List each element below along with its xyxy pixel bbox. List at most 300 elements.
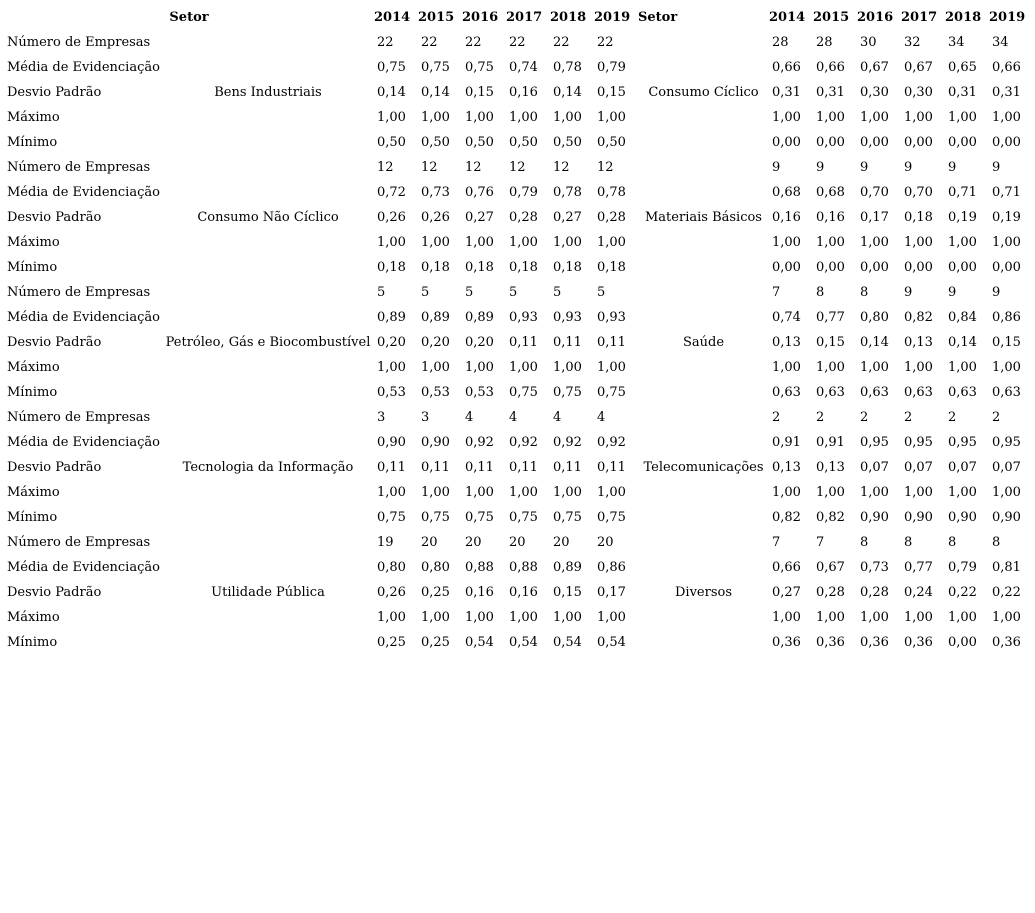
value-cell-left: 0,20	[421, 335, 450, 350]
value-cell-left: 12	[553, 160, 570, 175]
value-cell-right: 2	[948, 410, 957, 425]
value-cell-right: 0,82	[816, 510, 845, 525]
value-cell-left: 1,00	[553, 610, 582, 625]
value-cell-left: 1,00	[465, 610, 494, 625]
value-cell-right: 8	[860, 535, 869, 550]
value-cell-right: 8	[948, 535, 957, 550]
value-cell-right: 0,95	[904, 435, 933, 450]
sector-cell-left	[162, 605, 374, 630]
value-cell-right: 1,00	[904, 360, 933, 375]
value-cell-left: 0,88	[509, 560, 538, 575]
value-cell-left: 4	[509, 410, 518, 425]
table-row	[4, 205, 1033, 230]
value-cell-right: 0,30	[860, 85, 889, 100]
value-cell-left: 22	[553, 35, 570, 50]
table-row	[4, 430, 1033, 455]
sector-cell-left	[162, 105, 374, 130]
value-cell-left: 22	[465, 35, 482, 50]
value-cell-right: 1,00	[992, 235, 1021, 250]
value-cell-left: 0,92	[465, 435, 494, 450]
value-cell-right: 0,19	[948, 210, 977, 225]
value-cell-right: 0,18	[904, 210, 933, 225]
value-cell-right: 0,00	[904, 135, 933, 150]
value-cell-right: 0,90	[992, 510, 1021, 525]
value-cell-left: 1,00	[597, 485, 626, 500]
value-cell-right: 0,91	[816, 435, 845, 450]
value-cell-left: 0,14	[377, 85, 406, 100]
sector-cell-right	[638, 30, 769, 55]
sector-cell-right	[638, 480, 769, 505]
sector-cell-right	[638, 255, 769, 280]
value-cell-right: 8	[904, 535, 913, 550]
value-cell-left: 0,89	[553, 560, 582, 575]
table-row	[4, 630, 1033, 655]
value-cell-left: 0,11	[553, 335, 582, 350]
table-row	[4, 80, 1033, 105]
value-cell-left: 0,78	[597, 185, 626, 200]
value-cell-right: 0,63	[904, 385, 933, 400]
value-cell-right: 0,07	[992, 460, 1021, 475]
year-header: 2014	[374, 10, 411, 25]
sector-name-left: Bens Industriais	[214, 85, 322, 100]
value-cell-left: 0,89	[465, 310, 494, 325]
value-cell-right: 0,66	[772, 60, 801, 75]
value-cell-right: 0,67	[816, 560, 845, 575]
value-cell-right: 0,63	[948, 385, 977, 400]
value-cell-left: 0,75	[553, 385, 582, 400]
value-cell-right: 0,71	[992, 185, 1021, 200]
metric-label-media-de-evidenciacao: Média de Evidenciação	[7, 435, 160, 450]
value-cell-right: 1,00	[860, 360, 889, 375]
value-cell-right: 0,77	[816, 310, 845, 325]
metric-label-minimo: Mínimo	[7, 510, 58, 525]
table-row	[4, 255, 1033, 280]
value-cell-left: 1,00	[597, 360, 626, 375]
value-cell-left: 0,26	[377, 585, 406, 600]
year-header: 2019	[594, 10, 631, 25]
value-cell-left: 22	[377, 35, 394, 50]
value-cell-left: 0,18	[465, 260, 494, 275]
value-cell-right: 0,16	[772, 210, 801, 225]
value-cell-right: 0,84	[948, 310, 977, 325]
value-cell-right: 9	[860, 160, 869, 175]
table-row	[4, 555, 1033, 580]
value-cell-right: 0,22	[948, 585, 977, 600]
table-row	[4, 230, 1033, 255]
value-cell-right: 0,86	[992, 310, 1021, 325]
value-cell-right: 0,68	[816, 185, 845, 200]
value-cell-right: 1,00	[772, 360, 801, 375]
value-cell-right: 0,70	[904, 185, 933, 200]
metric-label-desvio-padrao: Desvio Padrão	[7, 335, 102, 350]
value-cell-left: 0,78	[553, 60, 582, 75]
value-cell-right: 0,36	[816, 635, 845, 650]
value-cell-right: 0,91	[772, 435, 801, 450]
year-header: 2015	[813, 10, 850, 25]
value-cell-right: 0,74	[772, 310, 801, 325]
value-cell-left: 0,18	[377, 260, 406, 275]
value-cell-right: 0,00	[816, 260, 845, 275]
value-cell-right: 0,14	[860, 335, 889, 350]
value-cell-left: 0,18	[553, 260, 582, 275]
metric-label-desvio-padrao: Desvio Padrão	[7, 460, 102, 475]
sector-cell-left	[162, 230, 374, 255]
value-cell-left: 0,78	[553, 185, 582, 200]
value-cell-right: 0,67	[860, 60, 889, 75]
metric-label-desvio-padrao: Desvio Padrão	[7, 210, 102, 225]
value-cell-right: 0,07	[948, 460, 977, 475]
value-cell-left: 5	[421, 285, 430, 300]
value-cell-left: 0,50	[377, 135, 406, 150]
value-cell-right: 0,00	[772, 260, 801, 275]
value-cell-left: 0,20	[465, 335, 494, 350]
value-cell-right: 1,00	[948, 610, 977, 625]
metric-label-minimo: Mínimo	[7, 260, 58, 275]
value-cell-left: 0,73	[421, 185, 450, 200]
table-row	[4, 180, 1033, 205]
sector-cell-left	[162, 155, 374, 180]
metric-label-maximo: Máximo	[7, 610, 60, 625]
year-header: 2017	[506, 10, 543, 25]
value-cell-right: 2	[992, 410, 1001, 425]
value-cell-left: 3	[421, 410, 430, 425]
value-cell-right: 0,73	[860, 560, 889, 575]
metric-label-media-de-evidenciacao: Média de Evidenciação	[7, 185, 160, 200]
value-cell-left: 20	[597, 535, 614, 550]
value-cell-left: 0,92	[597, 435, 626, 450]
value-cell-left: 4	[597, 410, 606, 425]
value-cell-left: 0,18	[509, 260, 538, 275]
value-cell-right: 1,00	[816, 360, 845, 375]
value-cell-right: 34	[992, 35, 1009, 50]
year-header: 2018	[945, 10, 982, 25]
value-cell-left: 12	[421, 160, 438, 175]
value-cell-left: 0,15	[465, 85, 494, 100]
sector-cell-left	[162, 630, 374, 655]
table-body	[4, 30, 1033, 655]
sector-cell-right	[638, 280, 769, 305]
value-cell-right: 1,00	[772, 610, 801, 625]
value-cell-left: 0,75	[465, 60, 494, 75]
value-cell-left: 4	[465, 410, 474, 425]
value-cell-left: 0,14	[421, 85, 450, 100]
value-cell-left: 12	[377, 160, 394, 175]
sector-cell-right	[638, 180, 769, 205]
value-cell-right: 9	[948, 160, 957, 175]
value-cell-right: 0,13	[816, 460, 845, 475]
metric-label-minimo: Mínimo	[7, 135, 58, 150]
table-row	[4, 380, 1033, 405]
value-cell-right: 0,63	[860, 385, 889, 400]
sector-cell-right	[638, 555, 769, 580]
value-cell-right: 0,66	[816, 60, 845, 75]
year-header: 2019	[989, 10, 1026, 25]
metric-label-numero-de-empresas: Número de Empresas	[7, 160, 151, 175]
value-cell-left: 0,16	[509, 585, 538, 600]
value-cell-right: 0,79	[948, 560, 977, 575]
value-cell-right: 0,22	[992, 585, 1021, 600]
value-cell-right: 7	[816, 535, 825, 550]
value-cell-left: 0,92	[553, 435, 582, 450]
value-cell-left: 20	[553, 535, 570, 550]
value-cell-right: 0,90	[860, 510, 889, 525]
value-cell-right: 0,16	[816, 210, 845, 225]
value-cell-right: 1,00	[948, 235, 977, 250]
value-cell-right: 0,36	[772, 635, 801, 650]
value-cell-right: 1,00	[860, 235, 889, 250]
value-cell-left: 1,00	[465, 235, 494, 250]
value-cell-right: 0,66	[772, 560, 801, 575]
value-cell-right: 0,71	[948, 185, 977, 200]
sector-cell-right	[638, 230, 769, 255]
metric-label-maximo: Máximo	[7, 360, 60, 375]
value-cell-right: 9	[992, 285, 1001, 300]
sector-cell-left	[162, 130, 374, 155]
value-cell-left: 1,00	[465, 110, 494, 125]
value-cell-left: 5	[553, 285, 562, 300]
value-cell-right: 0,95	[948, 435, 977, 450]
value-cell-right: 1,00	[816, 110, 845, 125]
value-cell-right: 0,36	[992, 635, 1021, 650]
value-cell-left: 1,00	[421, 485, 450, 500]
value-cell-left: 0,93	[597, 310, 626, 325]
value-cell-left: 0,54	[509, 635, 538, 650]
value-cell-right: 0,27	[772, 585, 801, 600]
value-cell-left: 0,75	[509, 510, 538, 525]
value-cell-left: 0,25	[421, 585, 450, 600]
value-cell-left: 0,11	[597, 335, 626, 350]
sector-name-right: Diversos	[674, 585, 732, 600]
sector-cell-left	[162, 30, 374, 55]
value-cell-left: 0,75	[377, 510, 406, 525]
value-cell-left: 0,16	[509, 85, 538, 100]
value-cell-left: 19	[377, 535, 394, 550]
value-cell-left: 1,00	[377, 610, 406, 625]
value-cell-left: 22	[597, 35, 614, 50]
value-cell-right: 1,00	[992, 485, 1021, 500]
value-cell-left: 20	[465, 535, 482, 550]
value-cell-right: 0,00	[948, 135, 977, 150]
value-cell-right: 9	[904, 285, 913, 300]
value-cell-right: 0,15	[992, 335, 1021, 350]
sector-cell-right	[638, 630, 769, 655]
value-cell-right: 8	[816, 285, 825, 300]
value-cell-left: 1,00	[465, 360, 494, 375]
value-cell-left: 0,11	[553, 460, 582, 475]
value-cell-left: 1,00	[597, 110, 626, 125]
value-cell-left: 0,26	[421, 210, 450, 225]
table-row	[4, 280, 1033, 305]
sector-cell-left	[162, 280, 374, 305]
value-cell-left: 0,16	[465, 585, 494, 600]
value-cell-left: 1,00	[421, 610, 450, 625]
sector-cell-left	[162, 380, 374, 405]
value-cell-right: 2	[816, 410, 825, 425]
value-cell-right: 0,63	[772, 385, 801, 400]
value-cell-right: 32	[904, 35, 921, 50]
value-cell-right: 0,81	[992, 560, 1021, 575]
table-row	[4, 355, 1033, 380]
value-cell-right: 1,00	[904, 610, 933, 625]
value-cell-left: 20	[509, 535, 526, 550]
value-cell-left: 1,00	[421, 235, 450, 250]
value-cell-left: 3	[377, 410, 386, 425]
sector-cell-left	[162, 505, 374, 530]
sector-cell-right	[638, 380, 769, 405]
table-row	[4, 480, 1033, 505]
value-cell-left: 1,00	[553, 110, 582, 125]
value-cell-right: 0,66	[992, 60, 1021, 75]
header-row	[4, 5, 1033, 30]
sector-cell-right	[638, 530, 769, 555]
table-row	[4, 30, 1033, 55]
value-cell-left: 1,00	[377, 360, 406, 375]
metric-label-maximo: Máximo	[7, 485, 60, 500]
value-cell-right: 0,13	[772, 460, 801, 475]
value-cell-right: 0,07	[860, 460, 889, 475]
metric-label-maximo: Máximo	[7, 110, 60, 125]
value-cell-left: 0,11	[597, 460, 626, 475]
value-cell-right: 2	[904, 410, 913, 425]
value-cell-left: 12	[597, 160, 614, 175]
sector-cell-left	[162, 530, 374, 555]
value-cell-right: 0,00	[904, 260, 933, 275]
value-cell-left: 0,75	[465, 510, 494, 525]
sector-cell-right	[638, 605, 769, 630]
value-cell-right: 0,36	[904, 635, 933, 650]
sector-cell-right	[638, 355, 769, 380]
sector-cell-right	[638, 430, 769, 455]
sector-cell-left	[162, 255, 374, 280]
value-cell-left: 1,00	[553, 235, 582, 250]
metric-label-media-de-evidenciacao: Média de Evidenciação	[7, 60, 160, 75]
value-cell-right: 1,00	[816, 610, 845, 625]
value-cell-left: 0,72	[377, 185, 406, 200]
value-cell-left: 5	[465, 285, 474, 300]
sector-name-left: Utilidade Pública	[211, 585, 325, 600]
value-cell-right: 9	[992, 160, 1001, 175]
sector-cell-right	[638, 130, 769, 155]
value-cell-left: 0,27	[465, 210, 494, 225]
value-cell-left: 0,79	[597, 60, 626, 75]
value-cell-left: 0,26	[377, 210, 406, 225]
metric-label-numero-de-empresas: Número de Empresas	[7, 410, 151, 425]
value-cell-left: 1,00	[377, 235, 406, 250]
value-cell-right: 1,00	[772, 235, 801, 250]
value-cell-left: 12	[509, 160, 526, 175]
table-row	[4, 455, 1033, 480]
metric-label-media-de-evidenciacao: Média de Evidenciação	[7, 310, 160, 325]
value-cell-right: 9	[904, 160, 913, 175]
table-row	[4, 105, 1033, 130]
value-cell-left: 1,00	[509, 360, 538, 375]
value-cell-left: 0,50	[597, 135, 626, 150]
value-cell-right: 1,00	[948, 360, 977, 375]
value-cell-left: 0,92	[509, 435, 538, 450]
value-cell-left: 1,00	[597, 610, 626, 625]
value-cell-right: 0,95	[860, 435, 889, 450]
value-cell-left: 5	[509, 285, 518, 300]
value-cell-left: 0,25	[377, 635, 406, 650]
value-cell-left: 0,15	[597, 85, 626, 100]
value-cell-left: 5	[377, 285, 386, 300]
value-cell-right: 0,00	[860, 260, 889, 275]
value-cell-right: 1,00	[992, 610, 1021, 625]
value-cell-left: 1,00	[509, 235, 538, 250]
value-cell-left: 0,93	[553, 310, 582, 325]
value-cell-left: 0,11	[509, 335, 538, 350]
value-cell-left: 0,14	[553, 85, 582, 100]
value-cell-left: 0,53	[377, 385, 406, 400]
value-cell-right: 0,70	[860, 185, 889, 200]
value-cell-left: 22	[421, 35, 438, 50]
value-cell-right: 0,65	[948, 60, 977, 75]
value-cell-left: 0,86	[597, 560, 626, 575]
value-cell-left: 1,00	[509, 110, 538, 125]
value-cell-left: 0,53	[421, 385, 450, 400]
value-cell-right: 0,31	[992, 85, 1021, 100]
value-cell-right: 7	[772, 285, 781, 300]
value-cell-right: 0,82	[772, 510, 801, 525]
value-cell-left: 0,54	[597, 635, 626, 650]
value-cell-right: 0,77	[904, 560, 933, 575]
value-cell-right: 2	[772, 410, 781, 425]
value-cell-left: 0,11	[421, 460, 450, 475]
value-cell-left: 0,80	[377, 560, 406, 575]
value-cell-left: 0,93	[509, 310, 538, 325]
sector-cell-right	[638, 55, 769, 80]
value-cell-right: 0,07	[904, 460, 933, 475]
value-cell-right: 1,00	[860, 610, 889, 625]
metric-label-numero-de-empresas: Número de Empresas	[7, 535, 151, 550]
value-cell-left: 4	[553, 410, 562, 425]
value-cell-left: 0,75	[509, 385, 538, 400]
sector-name-left: Tecnologia da Informação	[182, 460, 354, 475]
value-cell-left: 0,25	[421, 635, 450, 650]
sector-name-right: Consumo Cíclico	[648, 85, 759, 100]
sector-statistics-table	[4, 5, 1033, 655]
metric-label-minimo: Mínimo	[7, 385, 58, 400]
value-cell-right: 0,17	[860, 210, 889, 225]
value-cell-right: 0,00	[948, 635, 977, 650]
value-cell-right: 8	[992, 535, 1001, 550]
value-cell-right: 0,31	[948, 85, 977, 100]
value-cell-right: 9	[816, 160, 825, 175]
table-row	[4, 505, 1033, 530]
value-cell-right: 0,28	[816, 585, 845, 600]
setor-header-right: Setor	[638, 10, 678, 25]
value-cell-left: 1,00	[553, 360, 582, 375]
sector-cell-left	[162, 180, 374, 205]
value-cell-right: 0,00	[992, 135, 1021, 150]
value-cell-left: 0,20	[377, 335, 406, 350]
value-cell-right: 0,90	[948, 510, 977, 525]
value-cell-left: 0,54	[465, 635, 494, 650]
value-cell-right: 1,00	[904, 235, 933, 250]
setor-header-left: Setor	[169, 10, 209, 25]
sector-cell-left	[162, 480, 374, 505]
value-cell-left: 0,15	[553, 585, 582, 600]
value-cell-right: 0,00	[860, 135, 889, 150]
value-cell-right: 0,24	[904, 585, 933, 600]
sector-cell-left	[162, 405, 374, 430]
value-cell-right: 0,31	[816, 85, 845, 100]
value-cell-left: 0,89	[421, 310, 450, 325]
year-header: 2015	[418, 10, 455, 25]
metric-label-desvio-padrao: Desvio Padrão	[7, 585, 102, 600]
value-cell-right: 0,15	[816, 335, 845, 350]
value-cell-right: 1,00	[904, 110, 933, 125]
